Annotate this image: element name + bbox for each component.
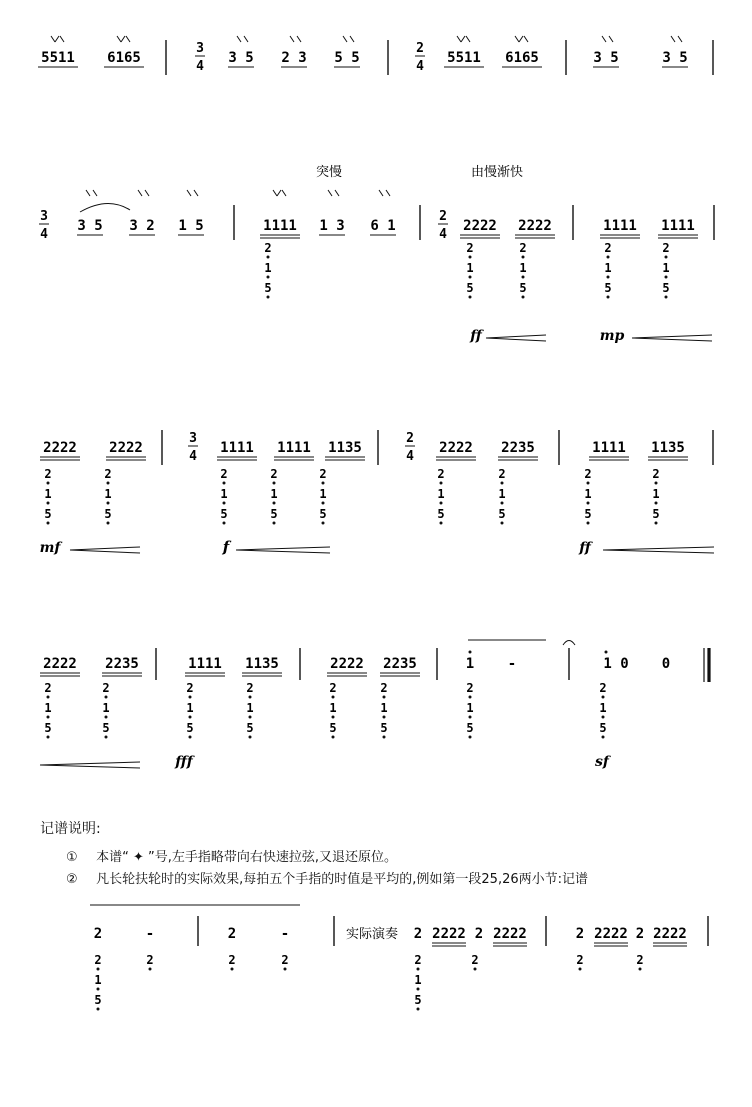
chord-note: 1 (44, 487, 52, 501)
bow-mark (55, 36, 59, 42)
octave-dot (469, 696, 472, 699)
octave-dot (607, 276, 610, 279)
note-group: 2235 (105, 656, 139, 672)
octave-dot (105, 736, 108, 739)
chord-note: 2 (437, 467, 445, 481)
octave-dot (417, 968, 420, 971)
chord-note: 2 (94, 953, 102, 967)
octave-dot (440, 522, 443, 525)
time-sig-top: 3 (196, 41, 204, 56)
chord-note: 5 (437, 507, 445, 521)
octave-dot (383, 696, 386, 699)
octave-dot (47, 696, 50, 699)
bow-mark (51, 36, 55, 42)
example-note: 2 (227, 926, 237, 942)
octave-dot (273, 522, 276, 525)
note-group: 3 2 (129, 218, 155, 234)
note-group: 6 1 (370, 218, 396, 234)
bow-mark (379, 190, 383, 196)
time-sig-top: 3 (40, 209, 48, 224)
bow-mark (138, 190, 142, 196)
chord-note: 5 (380, 721, 388, 735)
crescendo-line (236, 550, 330, 553)
octave-dot (189, 716, 192, 719)
note-group: 1 5 (178, 218, 204, 234)
chord-note: 2 (584, 467, 592, 481)
bow-mark (461, 36, 465, 42)
chord-note: 5 (102, 721, 110, 735)
crescendo-line (236, 547, 330, 550)
note-group: 5511 (447, 50, 481, 66)
chord-note: 2 (228, 953, 236, 967)
octave-dot (322, 522, 325, 525)
octave-dot (383, 736, 386, 739)
chord-note: 2 (636, 953, 644, 967)
time-sig-bottom: 4 (40, 227, 48, 242)
note-group: 3 5 (662, 50, 688, 66)
octave-dot (587, 482, 590, 485)
chord-note: 1 (414, 973, 422, 987)
octave-dot (107, 502, 110, 505)
bow-mark (282, 190, 286, 196)
chord-note: 1 (466, 701, 474, 715)
chord-note: 2 (471, 953, 479, 967)
chord-note: 5 (104, 507, 112, 521)
octave-dot (602, 696, 605, 699)
bow-mark (121, 36, 125, 42)
note-group: 2222 (463, 218, 497, 234)
crescendo-line (603, 550, 714, 553)
note-group: 1111 (592, 440, 626, 456)
octave-dot (249, 716, 252, 719)
chord-note: 1 (604, 261, 612, 275)
chord-note: 1 (437, 487, 445, 501)
chord-note: 2 (270, 467, 278, 481)
fermata (563, 641, 575, 646)
octave-dot (223, 522, 226, 525)
octave-dot (655, 482, 658, 485)
dynamic-mark: sf (595, 754, 609, 770)
bow-mark (93, 190, 97, 196)
note-group: 1 3 (319, 218, 345, 234)
chord-note: 5 (270, 507, 278, 521)
chord-note: 2 (414, 953, 422, 967)
chord-note: 2 (604, 241, 612, 255)
chord-note: 5 (466, 281, 474, 295)
bow-mark (343, 36, 347, 42)
octave-dot (105, 716, 108, 719)
chord-note: 2 (519, 241, 527, 255)
octave-dot (47, 522, 50, 525)
octave-dot (469, 256, 472, 259)
decrescendo-line (486, 335, 546, 338)
dynamic-mark: mp (599, 328, 625, 344)
octave-dot (322, 482, 325, 485)
dynamic-mark: f (222, 538, 230, 556)
octave-dot (47, 502, 50, 505)
crescendo-line (603, 547, 714, 550)
tempo-mark: 突慢 (315, 165, 343, 180)
chord-note: 2 (102, 681, 110, 695)
octave-dot (501, 522, 504, 525)
octave-dot (332, 736, 335, 739)
note-group: 1111 (277, 440, 311, 456)
notation-example (0, 818, 752, 1107)
chord-note: 2 (264, 241, 272, 255)
chord-note: 2 (466, 241, 474, 255)
note-number: ② (66, 872, 78, 887)
chord-note: 1 (94, 973, 102, 987)
chord-note: 2 (599, 681, 607, 695)
chord-note: 2 (44, 467, 52, 481)
chord-note: 2 (281, 953, 289, 967)
crescendo-line (632, 335, 712, 338)
note-group: 1135 (651, 440, 685, 456)
note-group: 1 0 (603, 656, 629, 672)
note-number: ① (66, 850, 78, 865)
octave-dot (602, 716, 605, 719)
chord-note: 1 (498, 487, 506, 501)
note-group: 1111 (188, 656, 222, 672)
octave-dot (97, 968, 100, 971)
chord-note: 5 (246, 721, 254, 735)
chord-note: 2 (466, 681, 474, 695)
chord-note: 1 (380, 701, 388, 715)
decrescendo-line (40, 765, 140, 768)
time-sig-top: 2 (406, 431, 414, 446)
note-group: 1111 (661, 218, 695, 234)
chord-note: 1 (652, 487, 660, 501)
octave-dot (607, 256, 610, 259)
decrescendo-line (40, 762, 140, 765)
chord-note: 5 (44, 721, 52, 735)
chord-note: 1 (264, 261, 272, 275)
octave-dot (587, 502, 590, 505)
note-group: 2 3 (281, 50, 307, 66)
octave-dot (607, 296, 610, 299)
chord-note: 2 (329, 681, 337, 695)
bow-mark (328, 190, 332, 196)
chord-note: 5 (44, 507, 52, 521)
bow-mark (519, 36, 523, 42)
bow-mark (335, 190, 339, 196)
bow-mark (386, 190, 390, 196)
note-group: 2222 (518, 218, 552, 234)
bow-mark (297, 36, 301, 42)
chord-note: 2 (246, 681, 254, 695)
octave-dot (47, 716, 50, 719)
bow-mark (277, 190, 281, 196)
example-note: 2 (93, 926, 103, 942)
bow-mark (126, 36, 130, 42)
bow-mark (60, 36, 64, 42)
octave-dot (189, 736, 192, 739)
crescendo-line (70, 550, 140, 553)
octave-dot (107, 522, 110, 525)
chord-note: 5 (220, 507, 228, 521)
chord-note: 2 (576, 953, 584, 967)
octave-dot (665, 256, 668, 259)
octave-dot (440, 502, 443, 505)
note-group: 0 (661, 656, 671, 672)
note-group: 2222 (109, 440, 143, 456)
octave-dot (639, 968, 642, 971)
chord-note: 1 (319, 487, 327, 501)
chord-note: 2 (220, 467, 228, 481)
octave-dot (417, 1008, 420, 1011)
time-sig-top: 2 (416, 41, 424, 56)
chord-note: 5 (519, 281, 527, 295)
bow-mark (350, 36, 354, 42)
chord-note: 5 (584, 507, 592, 521)
bow-mark (237, 36, 241, 42)
octave-dot (665, 296, 668, 299)
octave-dot (47, 482, 50, 485)
octave-dot (189, 696, 192, 699)
chord-note: 5 (264, 281, 272, 295)
octave-dot (223, 482, 226, 485)
chord-note: 5 (599, 721, 607, 735)
note-group: 2222 (439, 440, 473, 456)
note-group: 2222 (330, 656, 364, 672)
octave-dot (249, 736, 252, 739)
note-group: - (507, 656, 517, 672)
bow-mark (117, 36, 121, 42)
example-note: 2222 (653, 926, 687, 942)
time-sig-bottom: 4 (406, 449, 414, 464)
octave-dot (469, 296, 472, 299)
octave-dot (602, 736, 605, 739)
example-note: 2222 (493, 926, 527, 942)
bow-mark (671, 36, 675, 42)
octave-dot (267, 296, 270, 299)
crescendo-line (70, 547, 140, 550)
example-note: 2222 (432, 926, 466, 942)
octave-dot (440, 482, 443, 485)
octave-dot (587, 522, 590, 525)
example-note: - (145, 926, 155, 942)
bow-mark (602, 36, 606, 42)
chord-note: 2 (146, 953, 154, 967)
chord-note: 1 (220, 487, 228, 501)
chord-note: 5 (186, 721, 194, 735)
octave-dot (522, 276, 525, 279)
chord-note: 1 (599, 701, 607, 715)
chord-note: 1 (102, 701, 110, 715)
octave-dot (474, 968, 477, 971)
time-sig-bottom: 4 (196, 59, 204, 74)
bow-mark (524, 36, 528, 42)
note-group: 5511 (41, 50, 75, 66)
chord-note: 1 (519, 261, 527, 275)
bow-mark (244, 36, 248, 42)
chord-note: 1 (104, 487, 112, 501)
bow-mark (515, 36, 519, 42)
bow-mark (457, 36, 461, 42)
time-sig-top: 2 (439, 209, 447, 224)
dynamic-mark: mf (39, 540, 61, 556)
time-sig-bottom: 4 (439, 227, 447, 242)
chord-note: 1 (466, 261, 474, 275)
chord-note: 2 (662, 241, 670, 255)
chord-note: 1 (270, 487, 278, 501)
bow-mark (290, 36, 294, 42)
octave-dot (332, 716, 335, 719)
chord-note: 5 (414, 993, 422, 1007)
chord-note: 5 (319, 507, 327, 521)
octave-dot (469, 651, 472, 654)
note-group: 2235 (383, 656, 417, 672)
time-sig-bottom: 4 (189, 449, 197, 464)
example-note: 2 (413, 926, 423, 942)
bow-mark (194, 190, 198, 196)
octave-dot (469, 736, 472, 739)
example-note: 2 (474, 926, 484, 942)
note-group: 5 5 (334, 50, 360, 66)
bow-mark (86, 190, 90, 196)
chord-note: 5 (329, 721, 337, 735)
note-group: 3 5 (77, 218, 103, 234)
note-group: 6165 (107, 50, 141, 66)
octave-dot (105, 696, 108, 699)
chord-note: 2 (380, 681, 388, 695)
dynamic-mark: fff (175, 754, 193, 770)
chord-note: 5 (466, 721, 474, 735)
octave-dot (655, 522, 658, 525)
tempo-mark: 由慢渐快 (470, 165, 524, 180)
octave-dot (522, 296, 525, 299)
octave-dot (605, 651, 608, 654)
time-sig-top: 3 (189, 431, 197, 446)
octave-dot (322, 502, 325, 505)
note-group: 1111 (603, 218, 637, 234)
octave-dot (469, 716, 472, 719)
chord-note: 1 (246, 701, 254, 715)
chord-note: 2 (652, 467, 660, 481)
chord-note: 5 (94, 993, 102, 1007)
notation-notes-title: 记谱说明: (40, 821, 101, 837)
chord-note: 1 (186, 701, 194, 715)
octave-dot (249, 696, 252, 699)
octave-dot (665, 276, 668, 279)
note-group: 1111 (220, 440, 254, 456)
note-group: 1111 (263, 218, 297, 234)
example-note: 2 (575, 926, 585, 942)
example-note: - (280, 926, 290, 942)
note-text: 凡长轮扶轮时的实际效果,每拍五个手指的时值是平均的,例如第一段25,26两小节:记谱 (96, 872, 589, 887)
dynamic-mark: ff (470, 328, 482, 344)
decrescendo-line (486, 338, 546, 341)
chord-note: 5 (662, 281, 670, 295)
note-group: 2222 (43, 440, 77, 456)
octave-dot (149, 968, 152, 971)
note-group: 2235 (501, 440, 535, 456)
note-group: 3 5 (593, 50, 619, 66)
chord-note: 2 (104, 467, 112, 481)
octave-dot (501, 482, 504, 485)
slur (80, 203, 130, 212)
octave-dot (655, 502, 658, 505)
octave-dot (97, 1008, 100, 1011)
bow-mark (466, 36, 470, 42)
crescendo-line (632, 338, 712, 341)
octave-dot (223, 502, 226, 505)
octave-dot (284, 968, 287, 971)
octave-dot (522, 256, 525, 259)
octave-dot (231, 968, 234, 971)
note-group: 1135 (328, 440, 362, 456)
chord-note: 2 (319, 467, 327, 481)
bow-mark (187, 190, 191, 196)
chord-note: 1 (584, 487, 592, 501)
example-note: 2222 (594, 926, 628, 942)
octave-dot (501, 502, 504, 505)
time-sig-bottom: 4 (416, 59, 424, 74)
note-group: 2222 (43, 656, 77, 672)
chord-note: 5 (498, 507, 506, 521)
octave-dot (267, 256, 270, 259)
chord-note: 2 (44, 681, 52, 695)
chord-note: 2 (498, 467, 506, 481)
octave-dot (47, 736, 50, 739)
chord-note: 1 (329, 701, 337, 715)
bow-mark (273, 190, 277, 196)
octave-dot (469, 276, 472, 279)
octave-dot (383, 716, 386, 719)
octave-dot (579, 968, 582, 971)
octave-dot (97, 988, 100, 991)
chord-note: 5 (604, 281, 612, 295)
note-group: 1 (465, 656, 475, 672)
note-group: 6165 (505, 50, 539, 66)
note-text: 本谱“ ✦ ”号,左手指略带向右快速拉弦,又退还原位。 (96, 850, 398, 865)
octave-dot (107, 482, 110, 485)
note-group: 1135 (245, 656, 279, 672)
octave-dot (332, 696, 335, 699)
bow-mark (145, 190, 149, 196)
bow-mark (609, 36, 613, 42)
chord-note: 5 (652, 507, 660, 521)
chord-note: 1 (662, 261, 670, 275)
actual-label: 实际演奏 (345, 927, 399, 942)
example-note: 2 (635, 926, 645, 942)
octave-dot (273, 502, 276, 505)
chord-note: 2 (186, 681, 194, 695)
chord-note: 1 (44, 701, 52, 715)
octave-dot (417, 988, 420, 991)
octave-dot (273, 482, 276, 485)
dynamic-mark: ff (579, 540, 591, 556)
note-group: 3 5 (228, 50, 254, 66)
bow-mark (678, 36, 682, 42)
octave-dot (267, 276, 270, 279)
